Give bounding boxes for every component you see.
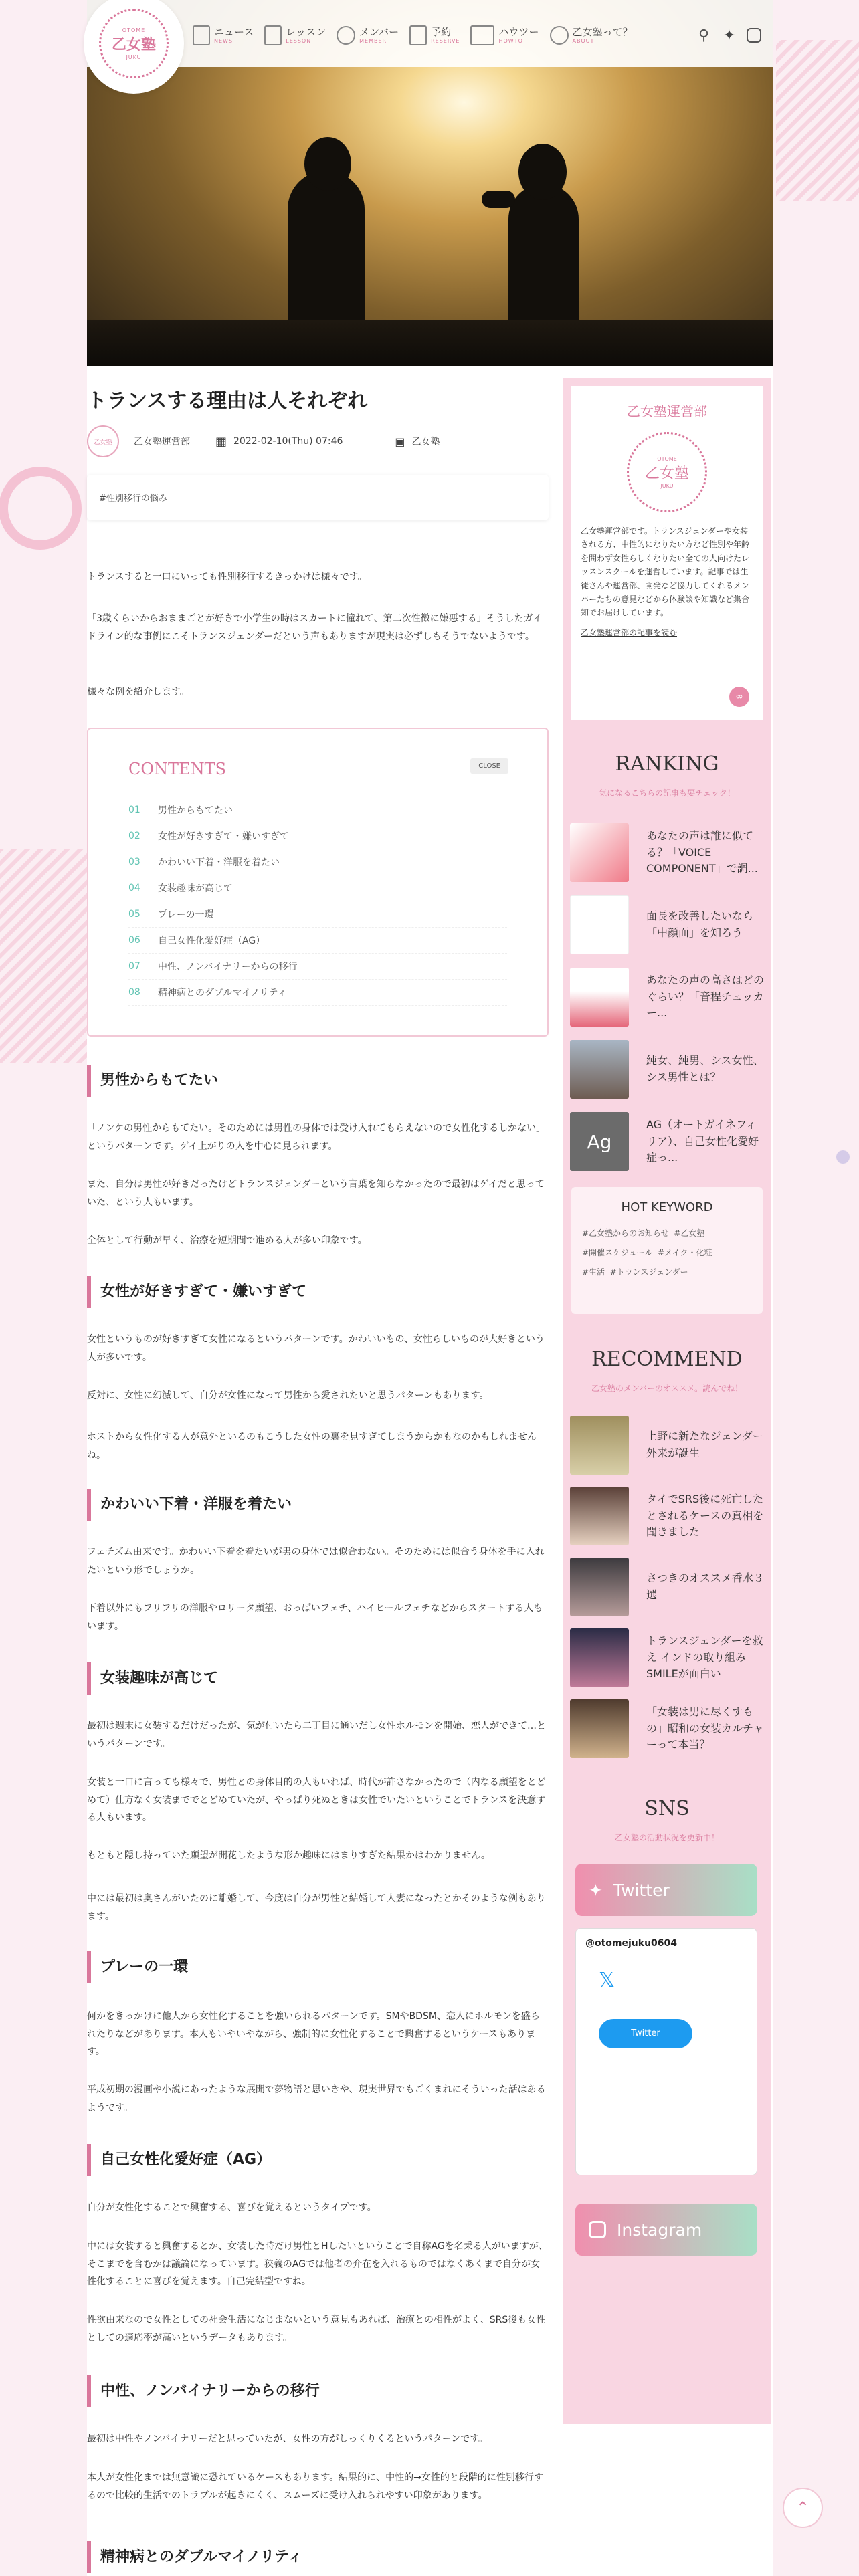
author-name[interactable]: 乙女塾運営部 [134,437,190,447]
section-paragraph: 全体として行動が早く、治療を短期間で進める人が多い印象です。 [87,1235,367,1246]
nav-howto[interactable] [470,25,539,45]
folder-icon: ▣ [395,435,405,448]
toc-item[interactable]: 03 かわいい下着・洋服を着たい [128,849,507,875]
sns-title: SNS [644,1797,690,1820]
nav-sublabel: ABOUT [572,37,595,44]
nav-label: 乙女塾って？ [572,26,633,39]
nav-about[interactable] [550,25,633,45]
sidebar [563,378,771,2424]
scroll-to-top-button[interactable]: ⌃ [783,2488,823,2528]
section-paragraph: 本人が女性化までは無意識に恐れているケースもあります。結果的に、中性的→女性的と段階的に性別移行するので比較的生活でのトラブルが起きにくく、スムーズに受け入れられやすい印象があります。 [87,2472,543,2501]
ranking-thumbnail [570,1040,629,1099]
toc-item[interactable]: 02 女性が好きすぎて・嫌いすぎて [128,823,507,849]
ranking-thumbnail [570,968,629,1027]
article-meta [87,425,440,457]
instagram-button-label: Instagram [617,2220,702,2240]
section-paragraph: 何かをきっかけに他人から女性化することを強いられるパターンです。SMやBDSM、恋人にホルモンを盛られたりなどがあります。本人もいやいやながら、強制的に女性化することで興奮するというケースもあります。 [87,2011,540,2058]
section-paragraph: フェチズム由来です。かわいい下着を着たいが男の身体では似合わない。そのためには似合う身体を手に入れたいという形でしょうか。 [87,1547,545,1576]
ranking-thumbnail: Ag [570,1112,629,1171]
calendar-icon: ▦ [215,434,227,449]
logo-small-text: OTOME [122,27,146,33]
keyword-tag[interactable]: #開催スケジュール [582,1247,653,1257]
recommend-thumbnail [570,1487,629,1545]
post-category[interactable]: 乙女塾 [411,437,440,447]
section-heading: 女装趣味が高じて [87,1662,549,1695]
tag-box [87,475,549,520]
open-book-icon [470,25,494,45]
ranking-item-title: あなたの声は誰に似てる？「VOICE COMPONENT」で調... [646,829,758,875]
ranking-item[interactable] [570,891,764,958]
recommend-item-title: さつきのオススメ香水３選 [646,1572,764,1601]
recommend-item[interactable] [570,1624,764,1691]
section-paragraph: 自分が女性化することで興奮する、喜びを覚えるというタイプです。 [87,2202,377,2213]
toc-title: CONTENTS [128,760,227,778]
sns-subtitle: 乙女塾の活動状況を更新中！ [614,1833,719,1842]
nav-sublabel: LESSON [286,37,312,44]
section-paragraph: 中には女装すると興奮するとか、女装した時だけ男性とHしたいということで自称AGを名乗る人がいますが、そこまでを含むかは議論になっています。狭義のAGでは他者の介在を入れるものではなくあくまで自分が女性化することに喜びを覚えます。自己完結型ですね。 [87,2241,548,2288]
keyword-tag[interactable]: #生活 [582,1267,605,1277]
section-paragraph: 最初は中性やノンバイナリーだと思っていたが、女性の方がしっくりくるというパターンです。 [87,2434,488,2444]
section-heading: 中性、ノンバイナリーからの移行 [87,2375,549,2407]
logo-sub-text: JUKU [126,53,142,60]
author-profile-card [571,386,763,720]
toc-item[interactable]: 06 自己女性化愛好症（AG） [128,928,507,954]
hot-keyword-box [571,1187,763,1314]
nav-sublabel: NEWS [214,37,233,44]
nav-news[interactable] [193,25,254,45]
intro-paragraph: 様々な例を紹介します。 [87,687,189,697]
post-date: 2022-02-10(Thu) 07:46 [233,436,343,447]
recommend-thumbnail [570,1699,629,1758]
nav-reserve[interactable] [409,25,460,45]
twitter-follow-button[interactable]: Twitter [599,2019,692,2048]
nav-sublabel: HOWTO [498,37,523,44]
instagram-icon[interactable] [747,28,761,43]
section-paragraph: 中には最初は奥さんがいたのに離婚して、今度は自分が男性と結婚して人妻になったとかそのような例もあります。 [87,1893,546,1922]
ranking-item-title: あなたの声の高さはどのぐらい？「音程チェッカー... [646,973,765,1020]
recommend-thumbnail [570,1628,629,1687]
logo-mini-icon [550,26,569,45]
keyword-tag[interactable]: #乙女塾からのお知らせ [582,1228,669,1238]
section-heading: プレーの一環 [87,1951,549,1983]
instagram-button[interactable] [575,2204,757,2256]
section-paragraph: 女装と一口に言っても様々で、男性との身体目的の人もいれば、時代が許さなかったので（内なる願望をとどめて）仕方なく女装まででとどめていたが、やっぱり死ぬときは女性でいたいということでトランスを決意する人もいます。 [87,1777,546,1824]
link-icon[interactable]: ∞ [729,687,749,707]
table-of-contents [87,728,549,1037]
book-icon [264,25,282,45]
ranking-item-title: 面長を改善したいなら「中顔面」を知ろう [646,909,754,939]
ranking-item[interactable] [570,964,764,1031]
section-paragraph: 反対に、女性に幻滅して、自分が女性になって男性から愛されたいと思うパターンもあります。 [87,1390,489,1401]
nav-lesson[interactable] [264,25,326,45]
nav-sublabel: MEMBER [359,37,387,44]
section-paragraph: 下着以外にもフリフリの洋服やロリータ願望、おっぱいフェチ、ハイヒールフェチなどからスタートする人もいます。 [87,1603,543,1632]
section-paragraph: 最初は週末に女装するだけだったが、気が付いたら二丁目に通いだし女性ホルモンを開始、恋人ができて…というパターンです。 [87,1721,546,1749]
recommend-item-title: トランスジェンダーを救え インドの取り組みSMILEが面白い [646,1634,763,1681]
ranking-item[interactable] [570,1108,764,1175]
section-paragraph: 平成初期の漫画や小説にあったような展開で夢物語と思いきや、現実世界でもごくまれにそういった話はあるようです。 [87,2084,546,2113]
logo-big-text: 乙女塾 [111,35,156,53]
section-paragraph: 性欲由来なので女性としての社会生活になじまないという意見もあれば、治療との相性がよく、SRS後も女性としての適応率が高いというデータもあります。 [87,2315,546,2343]
toc-list [128,797,507,1006]
ranking-thumbnail [570,823,629,882]
section-heading: 男性からもてたい [87,1065,549,1097]
section-heading: 女性が好きすぎて・嫌いすぎて [87,1276,549,1308]
instagram-icon [589,2221,606,2238]
toc-item[interactable]: 01 男性からもてたい [128,797,507,823]
recommend-item[interactable] [570,1483,764,1549]
toc-close-button[interactable]: CLOSE [470,758,508,774]
author-avatar[interactable]: 乙女塾 [87,425,119,457]
nav-label: レッスン [286,26,326,39]
recommend-item[interactable] [570,1553,764,1620]
profile-logo-sub: JUKU [660,482,674,489]
ranking-thumbnail [570,895,629,954]
profile-logo-big: 乙女塾 [644,465,689,482]
section-heading: かわいい下着・洋服を着たい [87,1489,549,1521]
recommend-thumbnail [570,1558,629,1616]
section-heading: 精神病とのダブルマイノリティ [87,2541,549,2573]
twitter-handle[interactable]: @otomejuku0604 [585,1938,678,1949]
recommend-title: RECOMMEND [591,1348,743,1371]
silhouette-head-right [518,144,567,200]
x-logo-icon: 𝕏 [599,1969,615,1992]
nav-label: メンバー [359,26,399,39]
twitter-icon[interactable]: ✦ [723,27,736,44]
recommend-item-title: タイでSRS後に死亡したとされるケースの真相を聞きました [646,1492,764,1539]
section-paragraph: 「ノンケの男性からもてたい。そのためには男性の身体では受け入れてもらえないので女性化するしかない」というパターンです。ゲイ上がりの人を中心に見られます。 [87,1123,546,1152]
article-title: トランスする理由は人それぞれ [87,389,368,413]
section-paragraph: 女性というものが好きすぎて女性になるというパターンです。かわいいもの、女性らしいものが大好きという人が多いです。 [87,1334,545,1363]
profile-logo [627,432,707,512]
keyword-tag[interactable]: #トランスジェンダー [609,1267,688,1277]
toc-item[interactable]: 08 精神病とのダブルマイノリティ [128,980,507,1006]
toc-item[interactable]: 07 中性、ノンバイナリーからの移行 [128,954,507,980]
keyword-title: HOT KEYWORD [621,1200,713,1214]
recommend-subtitle: 乙女塾のメンバーのオススメ。読んでね！ [591,1384,743,1393]
search-icon[interactable]: ⚲ [698,27,710,44]
profile-logo-small: OTOME [657,455,677,462]
nav-label: ニュース [214,26,254,39]
nav-label: ハウツー [498,26,539,39]
toc-item[interactable]: 05 プレーの一環 [128,901,507,928]
profile-title: 乙女塾運営部 [627,403,707,419]
nav-label: 予約 [431,26,452,39]
profile-link[interactable]: 乙女塾運営部の記事を読む [581,627,678,637]
intro-paragraph: 「3歳くらいからおままごとが好きで小学生の時はスカートに憧れて、第二次性徴に嫌悪する」そうしたガイドライン的な事例にこそトランスジェンダーだという声もありますが現実は必ずしもそうでないようです。 [87,613,543,642]
ranking-item-title: 純女、純男、シス女性、シス男性とは？ [646,1054,764,1083]
silhouette-hands [482,191,515,208]
toc-item[interactable]: 04 女装趣味が高じて [128,875,507,901]
calendar-icon [409,25,427,45]
section-paragraph: また、自分は男性が好きだったけどトランスジェンダーという言葉を知らなかったので最初はゲイだと思っていた、という人もいます。 [87,1179,545,1208]
twitter-embed [575,1928,757,2175]
profile-text: 乙女塾運営部です。トランスジェンダーや女装される方、中性的になりたい方など性別や年齢を問わず女性らしくなりたい全ての人向けたレッスンスクールを運営しています。記事では生徒さんや運営部、開発など協力してくれるメンバーたちの意見などから体験談や知識など集合知でお届けしています。 [581,526,750,618]
intro-paragraph: トランスすると一口にいっても性別移行するきっかけは様々です。 [87,572,367,582]
recommend-item[interactable] [570,1695,764,1762]
ranking-item[interactable] [570,819,764,886]
nav-member[interactable] [337,25,399,45]
keyword-tag[interactable]: #乙女塾 [674,1228,705,1238]
document-icon [193,25,210,45]
hero-ground [87,320,773,366]
ranking-item[interactable] [570,1036,764,1103]
section-paragraph: もともと隠し持っていた願望が開花したような形か趣味にはまりすぎた結果かはわかりません。 [87,1850,490,1861]
nav-sublabel: RESERVE [431,37,460,44]
ranking-subtitle: 気になるこちらの記事も要チェック！ [599,788,735,798]
recommend-item-title: 「女装は男に尽くすもの」昭和の女装カルチャーって本当？ [646,1705,764,1751]
section-heading: 自己女性化愛好症（AG） [87,2144,549,2176]
person-icon [337,26,355,45]
article-tag[interactable]: #性別移行の悩み [99,494,167,504]
header-icons [696,28,761,44]
twitter-button-label: Twitter [613,1880,670,1900]
keyword-tag[interactable]: #メイク・化粧 [657,1247,712,1257]
twitter-icon: ✦ [589,1880,603,1900]
recommend-item[interactable] [570,1412,764,1479]
ranking-title: RANKING [615,752,719,776]
recommend-thumbnail [570,1416,629,1475]
silhouette-head-left [304,137,351,191]
logo-emblem [99,9,169,78]
ranking-item-title: AG（オートガイネフィリア）、自己女性化愛好症っ... [646,1117,759,1164]
recommend-item-title: 上野に新たなジェンダー外来が誕生 [646,1430,764,1459]
twitter-button[interactable] [575,1864,757,1916]
section-paragraph: ホストから女性化する人が意外といるのもこうした女性の裏を見すぎてしまうからかもなのかもしれませんね。 [87,1432,537,1461]
main-nav [193,25,633,45]
